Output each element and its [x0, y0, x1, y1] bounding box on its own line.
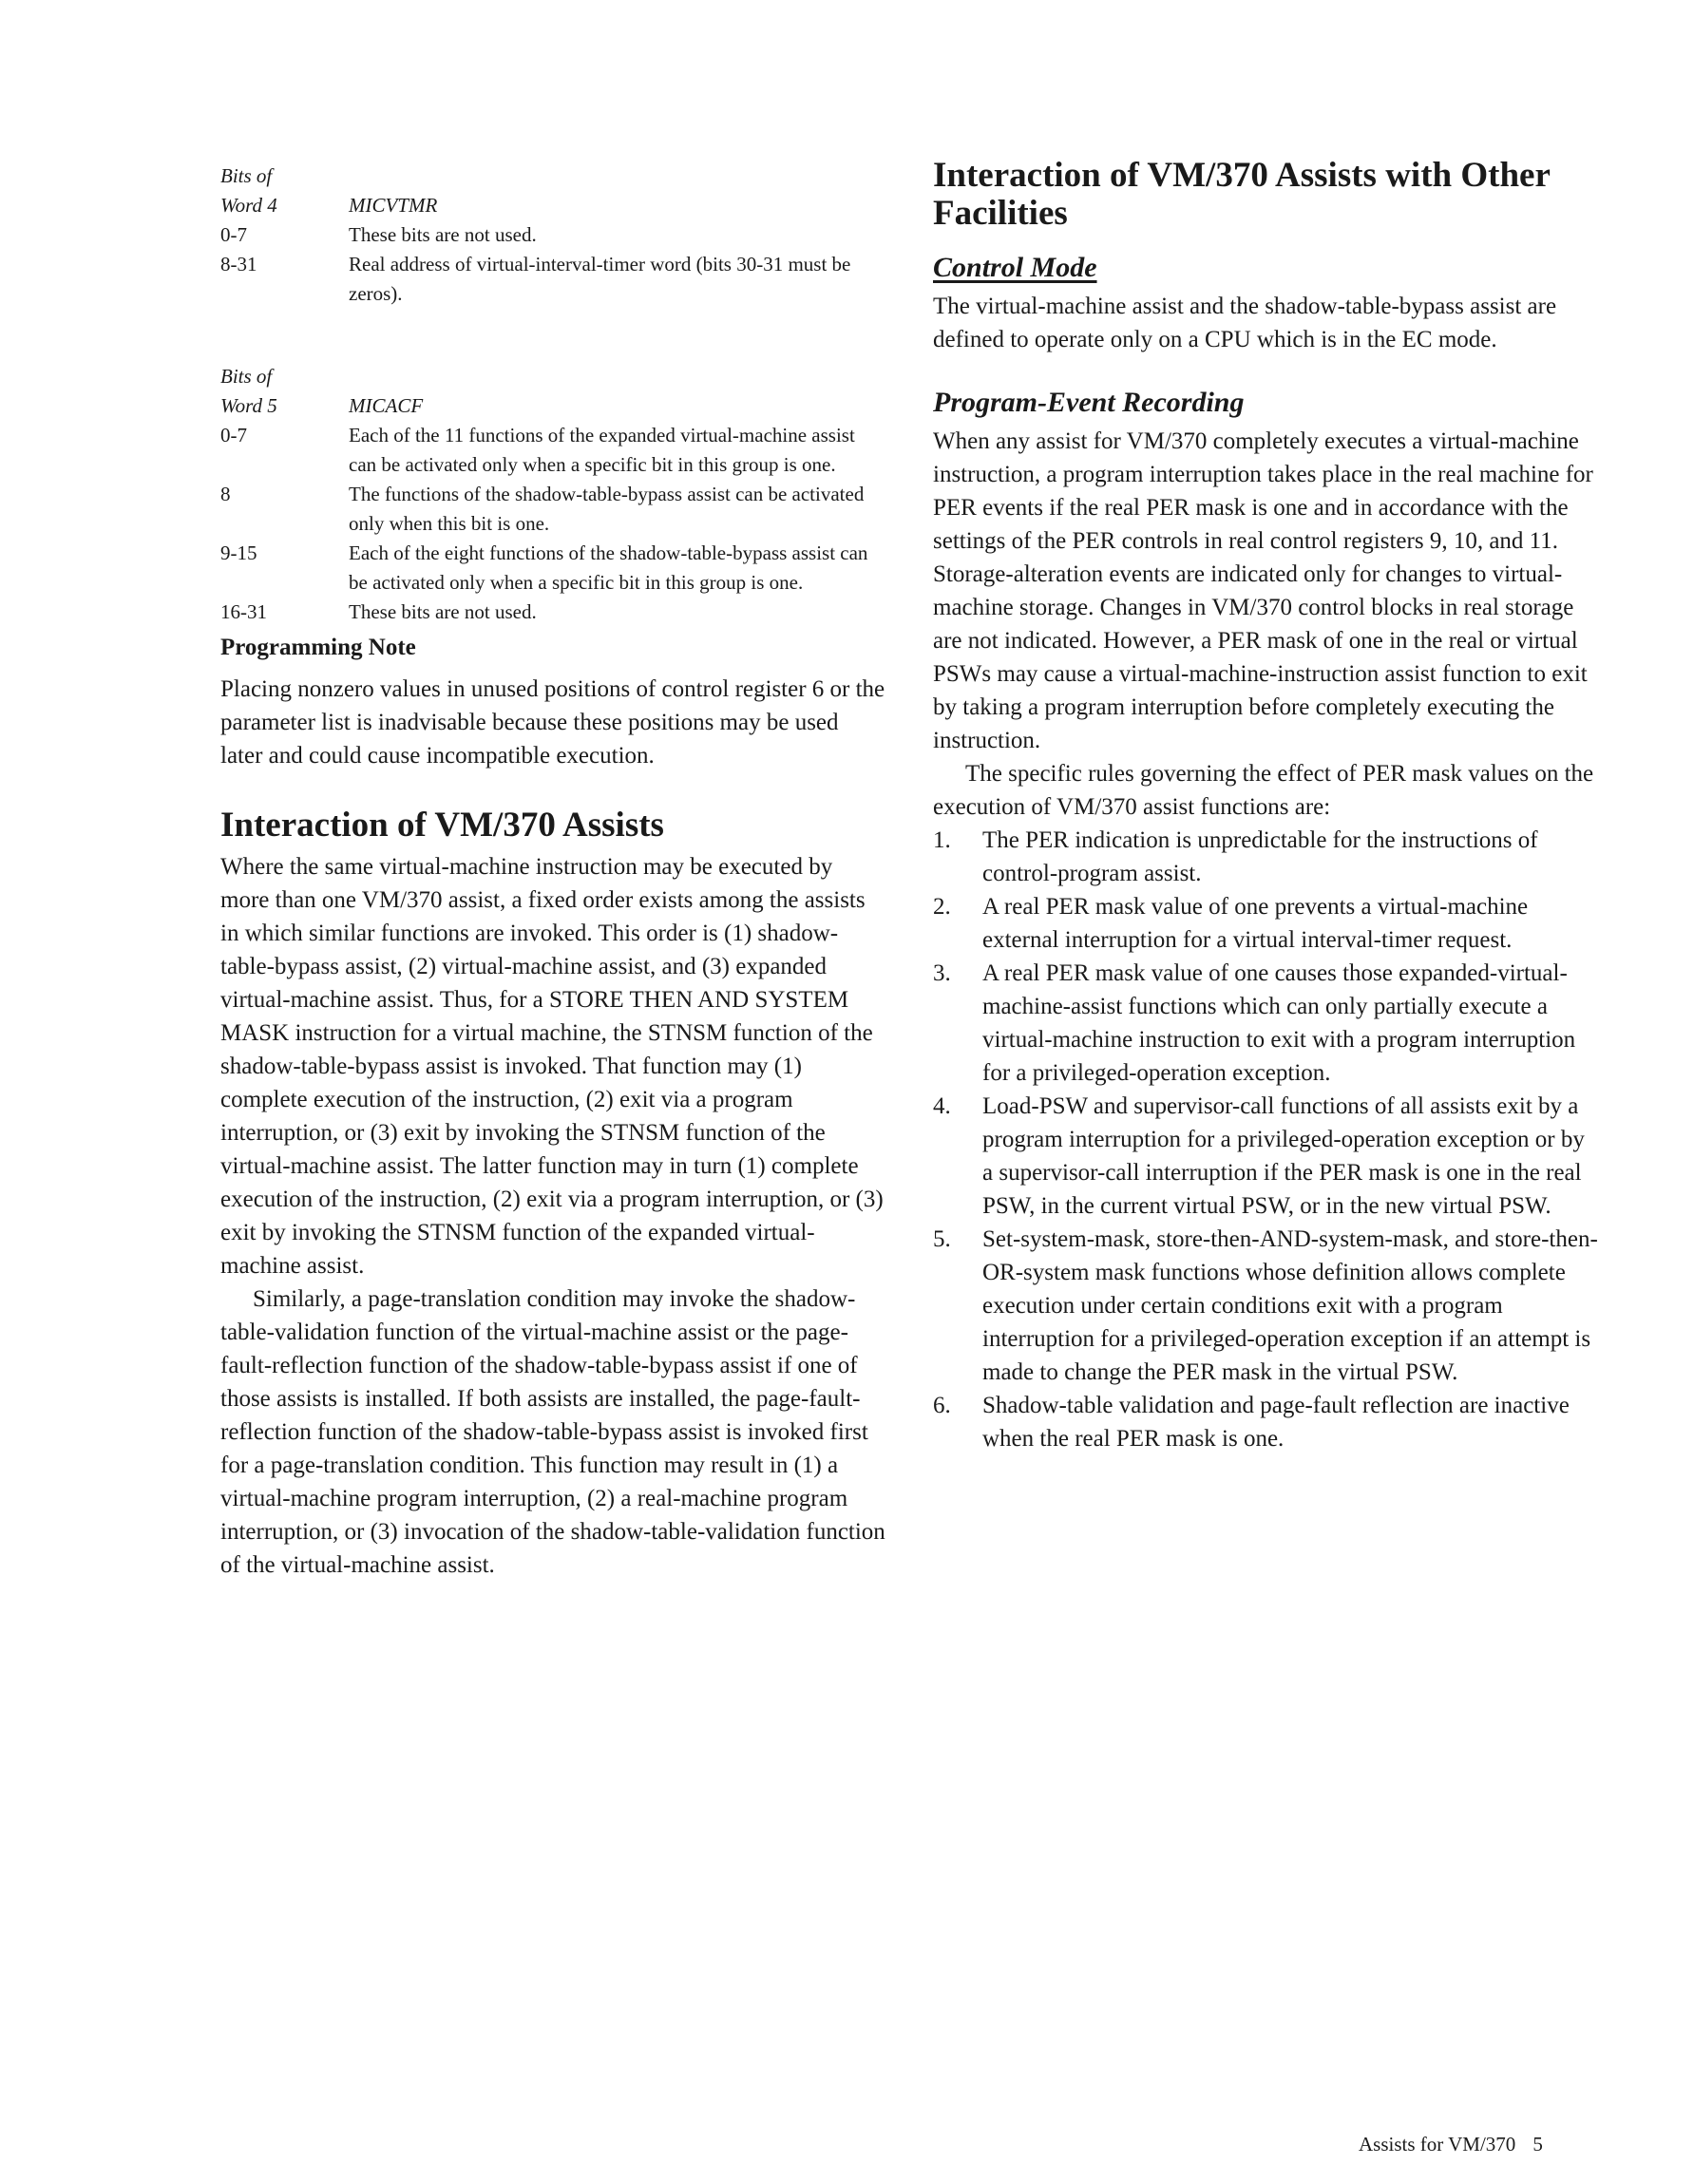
bit-range: 16-31	[220, 600, 267, 623]
page-footer	[1359, 2133, 1560, 2156]
page-number: 5	[1532, 2133, 1543, 2156]
bits-table-header	[220, 362, 885, 421]
section-heading-interaction: Interaction of VM/370 Assists	[220, 806, 664, 845]
field-name: MICACF	[349, 394, 424, 417]
per-title: Program-Event Recording	[933, 387, 1245, 418]
bit-description: Each of the 11 functions of the expanded virtual-machine assist can be activated only when a specific bit in this group is one.	[349, 424, 855, 476]
control-mode-title: Control Mode	[933, 252, 1097, 283]
bits-table-micvtmr	[220, 161, 885, 309]
field-name: MICVTMR	[349, 194, 438, 217]
bit-range: 8	[220, 483, 231, 505]
list-item	[933, 890, 1598, 957]
bits-table-micacf	[220, 362, 885, 627]
left-column	[220, 161, 885, 1582]
bit-range: 0-7	[220, 424, 247, 446]
bit-description: The functions of the shadow-table-bypass assist can be activated only when this bit is one.	[349, 483, 865, 535]
bits-header-line: Word 4	[220, 194, 277, 217]
bit-description: Real address of virtual-interval-timer word (bits 30-31 must be zeros).	[349, 253, 851, 305]
list-number: 6.	[933, 1393, 951, 1418]
bits-row	[220, 421, 885, 480]
footer-section-title: Assists for VM/370	[1359, 2133, 1516, 2156]
bit-description: These bits are not used.	[349, 223, 537, 246]
list-text: The PER indication is unpredictable for the instructions of control-program assist.	[982, 827, 1538, 886]
paragraph: When any assist for VM/370 completely executes a virtual-machine instruction, a program interruption takes place in the real machine for PER events if the real PER mask is one and in accordance with the settings of the PER controls in real control registers 9, 10, and 11. Storage-alteration events are indicated only for changes to virtual-machine storage. Changes in VM/370 control blocks in real storage are not indicated. However, a PER mask of one in the real or virtual PSWs may cause a virtual-machine-instruction assist function to exit by taking a program interruption before completely executing the instruction.	[933, 428, 1593, 753]
bits-row	[220, 250, 885, 309]
bit-range: 8-31	[220, 253, 257, 275]
bits-header-key	[220, 161, 349, 220]
bit-description: These bits are not used.	[349, 600, 537, 623]
list-number: 4.	[933, 1093, 951, 1119]
list-item	[933, 1389, 1598, 1455]
programming-note-title: Programming Note	[220, 635, 416, 660]
list-item	[933, 957, 1598, 1090]
list-text: Shadow-table validation and page-fault reflection are inactive when the real PER mask is one.	[982, 1393, 1570, 1452]
list-item	[933, 1090, 1598, 1223]
paragraph: Where the same virtual-machine instruction may be executed by more than one VM/370 assist, a fixed order exists among the assists in which similar functions are invoked. This order is (1) shadow-table-bypass assist, (2) virtual-machine assist, and (3) expanded virtual-machine assist. Thus, for a STORE THEN AND SYSTEM MASK instruction for a virtual machine, the STNSM function of the shadow-table-bypass assist is invoked. That function may (1) complete execution of the instruction, (2) exit via a program interruption, or (3) exit by invoking the STNSM function of the virtual-machine assist. The latter function may in turn (1) complete execution of the instruction, (2) exit via a program interruption, or (3) exit by invoking the STNSM function of the expanded virtual-machine assist.	[220, 854, 884, 1279]
list-item	[933, 824, 1598, 890]
bits-row	[220, 539, 885, 598]
bits-row	[220, 480, 885, 539]
list-number: 1.	[933, 827, 951, 853]
bits-row	[220, 220, 885, 250]
list-number: 5.	[933, 1226, 951, 1252]
bit-range: 0-7	[220, 223, 247, 246]
list-item	[933, 1223, 1598, 1389]
per-rules-list	[933, 824, 1598, 1455]
list-number: 3.	[933, 960, 951, 986]
bits-header-line: Bits of	[220, 365, 273, 388]
list-text: Set-system-mask, store-then-AND-system-mask, and store-then-OR-system mask functions whose definition allows complete execution under certain conditions exit with a program interruption for a privileged-operation exception if an attempt is made to change the PER mask in the virtual PSW.	[982, 1226, 1598, 1385]
bits-table-header	[220, 161, 885, 220]
bit-description: Each of the eight functions of the shadow-table-bypass assist can be activated only when a specific bit in this group is one.	[349, 541, 868, 594]
bits-header-line: Word 5	[220, 394, 277, 417]
list-number: 2.	[933, 894, 951, 920]
right-column	[933, 157, 1598, 1455]
bits-header-key	[220, 362, 349, 421]
control-mode-text: The virtual-machine assist and the shadow-table-bypass assist are defined to operate only on a CPU which is in the EC mode.	[933, 294, 1557, 352]
list-text: A real PER mask value of one causes those expanded-virtual-machine-assist functions which can only partially execute a virtual-machine instruction to exit with a program interruption for a privileged-operation exception.	[982, 960, 1576, 1086]
paragraph: Similarly, a page-translation condition may invoke the shadow-table-validation function of the virtual-machine assist or the page-fault-reflection function of the shadow-table-bypass assist if one of those assists is installed. If both assists are installed, the page-fault-reflection function of the shadow-table-bypass assist is invoked first for a page-translation condition. This function may result in (1) a virtual-machine program interruption, (2) a real-machine program interruption, or (3) invocation of the shadow-table-validation function of the virtual-machine assist.	[220, 1286, 885, 1578]
bits-header-line: Bits of	[220, 164, 273, 187]
list-text: A real PER mask value of one prevents a virtual-machine external interruption for a virtual interval-timer request.	[982, 894, 1529, 953]
programming-note-text: Placing nonzero values in unused positions of control register 6 or the parameter list is inadvisable because these positions may be used later and could cause incompatible execution.	[220, 676, 885, 769]
bits-row	[220, 598, 885, 627]
paragraph: The specific rules governing the effect of PER mask values on the execution of VM/370 assist functions are:	[933, 761, 1594, 820]
list-text: Load-PSW and supervisor-call functions of all assists exit by a program interruption for a privileged-operation exception or by a supervisor-call interruption if the PER mask is one in the real PSW, in the current virtual PSW, or in the new virtual PSW.	[982, 1093, 1585, 1219]
section-heading-other-facilities: Interaction of VM/370 Assists with Other Facilities	[933, 156, 1551, 233]
bit-range: 9-15	[220, 541, 257, 564]
